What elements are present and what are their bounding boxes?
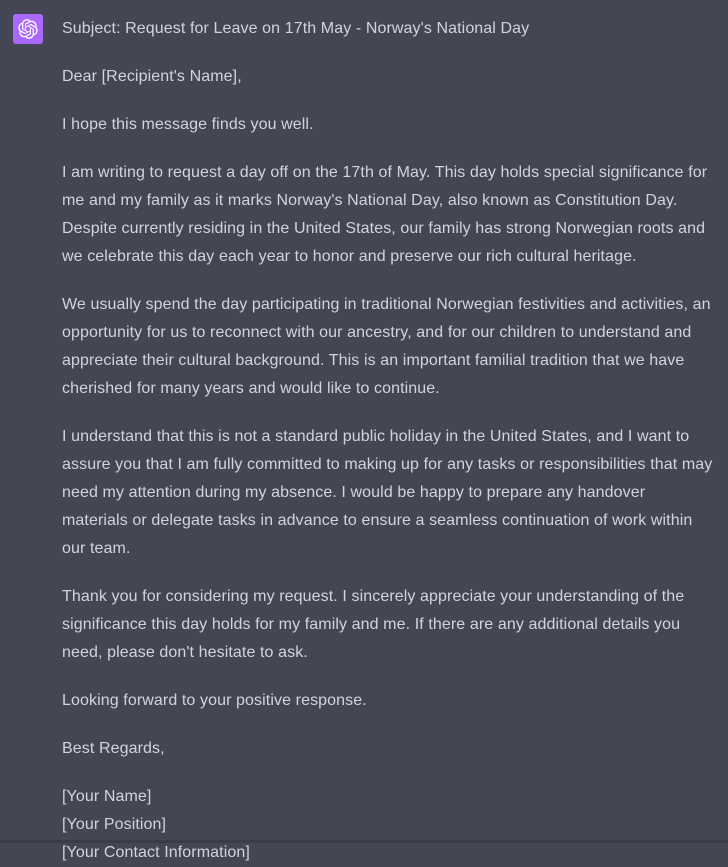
- assistant-avatar: [13, 14, 43, 44]
- openai-logo-icon: [18, 19, 38, 39]
- body-paragraph: I am writing to request a day off on the 17th of May. This day holds special significance for me and my family as it marks Norway's National Day, also known as Constitution Day. Despite currently residing in the United States, our family has strong Norwegian roots and we celebrate this day each year to honor and preserve our rich cultural heritage.: [62, 164, 708, 265]
- signature-block: [62, 783, 715, 867]
- body-paragraph: I understand that this is not a standard public holiday in the United States, and I want to assure you that I am fully committed to making up for any tasks or responsibilities that may need my attention during my absence. I would be happy to prepare any handover materials or delegate tasks in advance to ensure a seamless continuation of work within our team.: [62, 428, 713, 557]
- message-text: [62, 15, 715, 867]
- subject-line: Subject: Request for Leave on 17th May - Norway's National Day: [62, 20, 530, 37]
- closing-line: Looking forward to your positive response.: [62, 692, 367, 709]
- signature-name: [Your Name]: [62, 788, 152, 805]
- signature-contact: [Your Contact Information]: [62, 844, 250, 861]
- signature-position: [Your Position]: [62, 816, 167, 833]
- opening-line: I hope this message finds you well.: [62, 116, 314, 133]
- body-paragraph: Thank you for considering my request. I sincerely appreciate your understanding of the significance this day holds for my family and me. If there are any additional details you need, please don't hesitate to ask.: [62, 588, 685, 661]
- salutation: Dear [Recipient's Name],: [62, 68, 242, 85]
- body-paragraph: We usually spend the day participating in traditional Norwegian festivities and activities, an opportunity for us to reconnect with our ancestry, and for our children to understand and appreciate their cultural background. This is an important familial tradition that we have cherished for many years and would like to continue.: [62, 296, 711, 397]
- sign-off: Best Regards,: [62, 740, 165, 757]
